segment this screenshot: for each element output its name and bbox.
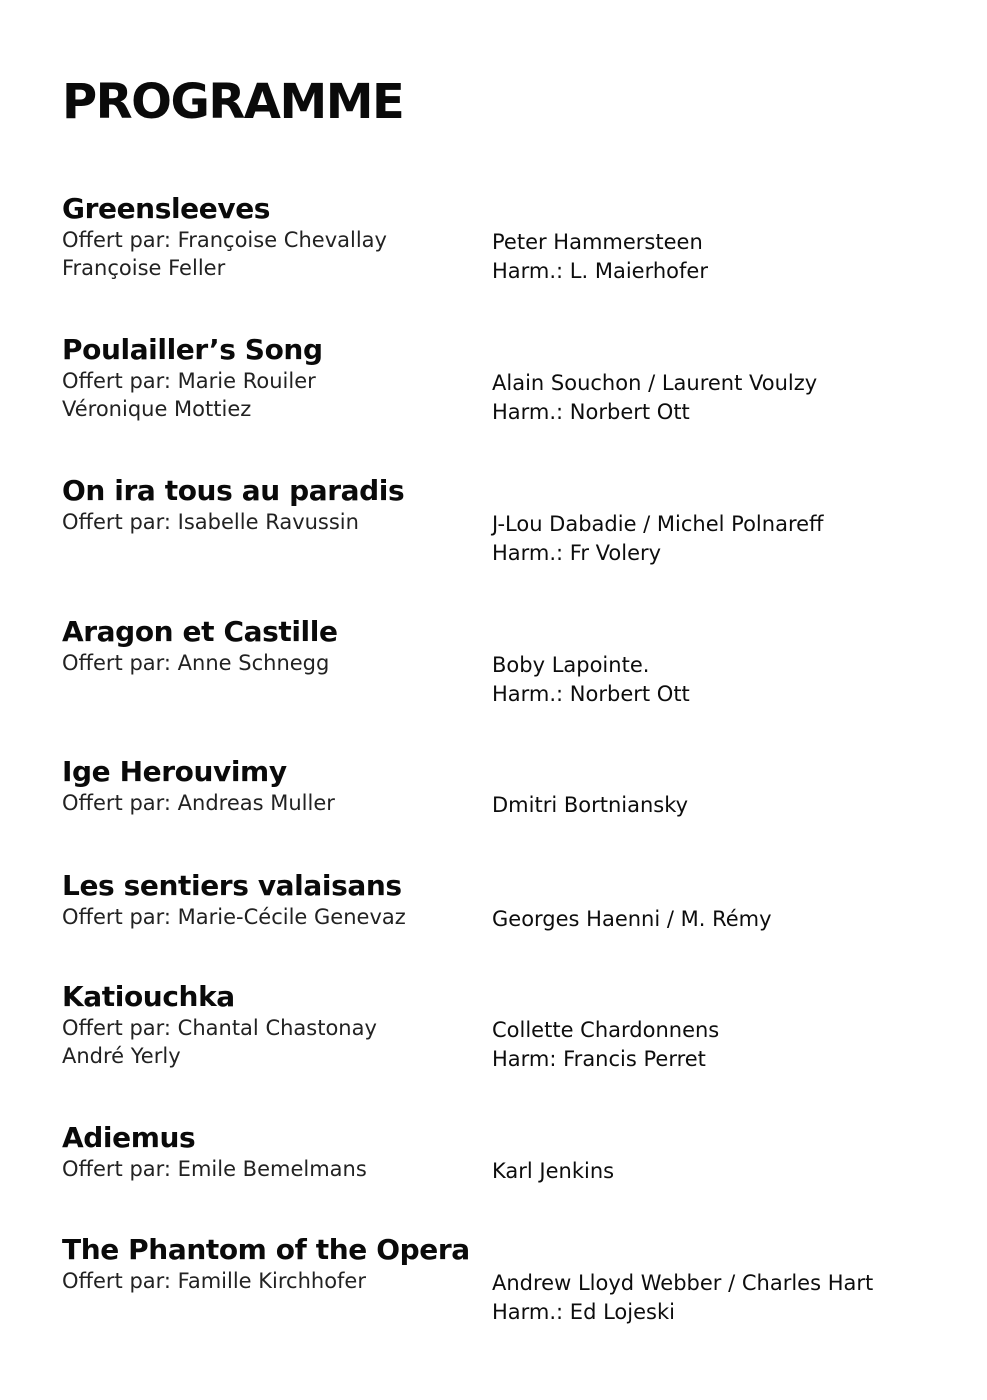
programme-item-poulaillers-song xyxy=(62,333,942,433)
composer: Andrew Lloyd Webber / Charles Hart xyxy=(492,1271,874,1295)
composer: Alain Souchon / Laurent Voulzy xyxy=(492,371,818,395)
piece-title: Aragon et Castille xyxy=(62,615,338,648)
composer: Dmitri Bortniansky xyxy=(492,793,689,817)
piece-title: Les sentiers valaisans xyxy=(62,869,402,902)
offered-by-line-1: Offert par: Anne Schnegg xyxy=(62,651,330,675)
programme-item-aragon-et-castille xyxy=(62,615,942,715)
credits xyxy=(492,228,942,286)
offered-by-line-2: Véronique Mottiez xyxy=(62,397,252,421)
offered-by xyxy=(62,1155,472,1183)
programme-item-the-phantom-of-the-opera xyxy=(62,1233,942,1333)
offered-by xyxy=(62,1267,472,1295)
programme-item-ige-herouvimy xyxy=(62,755,942,855)
credits xyxy=(492,1269,942,1327)
harmonization: Harm.: Norbert Ott xyxy=(492,400,690,424)
offered-by xyxy=(62,789,472,817)
piece-title: Katiouchka xyxy=(62,980,235,1013)
credits xyxy=(492,1016,942,1074)
offered-by-line-1: Offert par: Françoise Chevallay xyxy=(62,228,387,252)
piece-title: Greensleeves xyxy=(62,192,271,225)
composer: Boby Lapointe. xyxy=(492,653,650,677)
harmonization: Harm.: Norbert Ott xyxy=(492,682,690,706)
offered-by xyxy=(62,649,472,677)
composer: J-Lou Dabadie / Michel Polnareff xyxy=(492,512,824,536)
credits xyxy=(492,369,942,427)
harmonization: Harm.: L. Maierhofer xyxy=(492,259,708,283)
programme-item-adiemus xyxy=(62,1121,942,1221)
credits xyxy=(492,791,942,820)
piece-title: Ige Herouvimy xyxy=(62,755,287,788)
offered-by-line-2: Françoise Feller xyxy=(62,256,226,280)
composer: Collette Chardonnens xyxy=(492,1018,720,1042)
offered-by xyxy=(62,1014,472,1070)
credits xyxy=(492,905,942,934)
credits xyxy=(492,510,942,568)
piece-title: On ira tous au paradis xyxy=(62,474,405,507)
offered-by-line-1: Offert par: Chantal Chastonay xyxy=(62,1016,377,1040)
harmonization: Harm: Francis Perret xyxy=(492,1047,706,1071)
credits xyxy=(492,651,942,709)
offered-by xyxy=(62,367,472,423)
composer: Georges Haenni / M. Rémy xyxy=(492,907,772,931)
offered-by-line-1: Offert par: Famille Kirchhofer xyxy=(62,1269,366,1293)
offered-by-line-1: Offert par: Marie Rouiler xyxy=(62,369,316,393)
offered-by xyxy=(62,508,472,536)
harmonization: Harm.: Ed Lojeski xyxy=(492,1300,675,1324)
programme-item-les-sentiers-valaisans xyxy=(62,869,942,969)
harmonization: Harm.: Fr Volery xyxy=(492,541,662,565)
offered-by-line-1: Offert par: Isabelle Ravussin xyxy=(62,510,359,534)
credits xyxy=(492,1157,942,1186)
offered-by xyxy=(62,226,472,282)
offered-by xyxy=(62,903,472,931)
piece-title: The Phantom of the Opera xyxy=(62,1233,470,1266)
offered-by-line-1: Offert par: Marie-Cécile Genevaz xyxy=(62,905,406,929)
piece-title: Poulailler’s Song xyxy=(62,333,323,366)
programme-item-greensleeves xyxy=(62,192,942,292)
offered-by-line-2: André Yerly xyxy=(62,1044,181,1068)
offered-by-line-1: Offert par: Andreas Muller xyxy=(62,791,335,815)
offered-by-line-1: Offert par: Emile Bemelmans xyxy=(62,1157,367,1181)
programme-item-katiouchka xyxy=(62,980,942,1080)
composer: Peter Hammersteen xyxy=(492,230,703,254)
programme-item-on-ira-tous-au-paradis xyxy=(62,474,942,574)
page-title: PROGRAMME xyxy=(62,74,404,130)
piece-title: Adiemus xyxy=(62,1121,196,1154)
composer: Karl Jenkins xyxy=(492,1159,615,1183)
